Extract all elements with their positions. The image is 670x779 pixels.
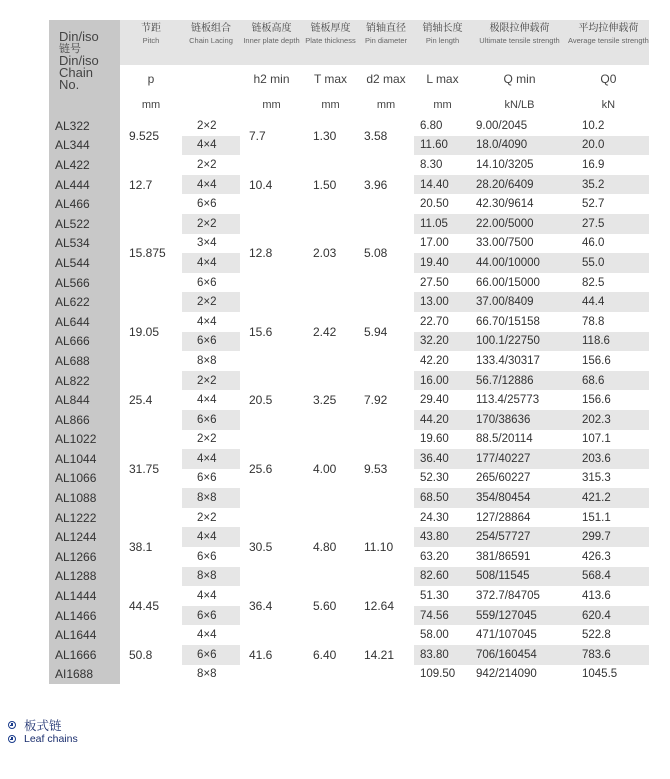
lacing-value: 4×4 — [182, 253, 240, 273]
lacing-value: 2×2 — [182, 214, 240, 234]
pin-length-value: 20.50 — [420, 198, 449, 211]
pin-length-value: 8.30 — [420, 158, 443, 171]
plate-thickness-value: 2.42 — [303, 292, 358, 370]
col-header-zh: 销轴直径 — [366, 23, 406, 34]
pin-diameter-value: 9.53 — [358, 430, 414, 508]
pin-length-value: 22.70 — [420, 315, 449, 328]
pin-length-value: 109.50 — [420, 668, 456, 681]
table-row — [49, 586, 649, 606]
ultimate-strength-value: 100.1/22750 — [471, 332, 568, 352]
chain-model: AL444 — [49, 175, 120, 195]
chain-model: AI1688 — [49, 665, 120, 685]
col-symbol-h2: h2 min — [253, 72, 290, 86]
col-header-lacing — [182, 20, 240, 65]
col-unit-T: mm — [321, 98, 340, 111]
chain-model: AL344 — [49, 136, 120, 156]
pin-length-value: 27.50 — [420, 276, 449, 289]
plus-circle-icon — [8, 721, 16, 729]
col-unit-h2: mm — [262, 98, 281, 111]
average-strength-value: 202.3 — [568, 410, 649, 430]
lacing-value: 4×4 — [182, 527, 240, 547]
ultimate-strength-value: 133.4/30317 — [476, 354, 540, 367]
average-strength-value: 156.6 — [582, 354, 611, 367]
plus-circle-icon — [8, 735, 16, 743]
average-strength-value: 52.7 — [582, 198, 605, 211]
average-strength-value: 620.4 — [568, 606, 649, 626]
lacing-value: 4×4 — [182, 136, 240, 156]
average-strength-value: 299.7 — [568, 527, 649, 547]
leaf-chain-spec-table — [49, 20, 649, 684]
plate-thickness-value: 4.80 — [303, 508, 358, 586]
ultimate-strength-value: 354/80454 — [471, 488, 568, 508]
ultimate-strength-value: 127/28864 — [476, 511, 531, 524]
chain-model: AL1444 — [49, 586, 120, 606]
ultimate-strength-value: 66.70/15158 — [476, 315, 540, 328]
lacing-value: 2×2 — [197, 433, 217, 446]
chain-model: AL1666 — [49, 645, 120, 665]
chain-model: AL1244 — [49, 527, 120, 547]
table-row — [49, 508, 649, 528]
col-header-zh: 链板高度 — [251, 23, 292, 34]
plate-depth-value: 20.5 — [240, 371, 303, 430]
pin-diameter-value: 3.58 — [358, 116, 414, 155]
pin-length-value: 44.20 — [414, 410, 471, 430]
pin-length-value: 51.30 — [420, 590, 449, 603]
pin-length-value: 32.20 — [414, 332, 471, 352]
col-unit-Q0: kN — [601, 98, 616, 111]
chain-model: AL466 — [49, 194, 120, 214]
average-strength-value: 35.2 — [568, 175, 649, 195]
col-header-zh: 链板组合 — [191, 23, 231, 34]
chain-model: AL522 — [49, 214, 120, 234]
average-strength-value: 522.8 — [582, 629, 611, 642]
average-strength-value: 82.5 — [582, 276, 605, 289]
average-strength-value: 1045.5 — [582, 668, 618, 681]
average-strength-value: 20.0 — [568, 136, 649, 156]
average-strength-value: 27.5 — [568, 214, 649, 234]
table-row — [49, 214, 649, 234]
average-strength-value: 426.3 — [582, 550, 611, 563]
chain-model: AL1022 — [49, 430, 120, 450]
col-unit-pitch: mm — [141, 98, 161, 111]
plate-depth-value: 30.5 — [240, 508, 303, 586]
lacing-value: 6×6 — [182, 645, 240, 665]
col-symbol-d2: d2 max — [366, 72, 406, 86]
table-row — [49, 371, 649, 391]
lacing-value: 6×6 — [182, 410, 240, 430]
col-unit-Q: kN/LB — [504, 98, 535, 111]
lacing-value: 8×8 — [197, 354, 217, 367]
lacing-value: 6×6 — [197, 472, 217, 485]
pin-length-value: 74.56 — [414, 606, 471, 626]
col-header-zh: 链板厚度 — [310, 23, 351, 34]
plate-depth-value: 7.7 — [240, 116, 303, 155]
pitch-value: 44.45 — [120, 586, 182, 625]
pin-length-value: 13.00 — [414, 292, 471, 312]
pin-length-value: 24.30 — [420, 511, 449, 524]
average-strength-value: 107.1 — [582, 433, 611, 446]
plate-thickness-value: 1.30 — [303, 116, 358, 155]
ultimate-strength-value: 56.7/12886 — [471, 371, 568, 391]
col-symbol-pitch: p — [147, 72, 155, 86]
header-chain-no-zh: 链号 — [59, 43, 81, 55]
header-no: No. — [59, 77, 80, 92]
lacing-value: 3×4 — [197, 237, 217, 250]
ultimate-strength-value: 66.00/15000 — [476, 276, 540, 289]
col-header-en: Pin length — [425, 36, 460, 45]
ultimate-strength-value: 177/40227 — [471, 449, 568, 469]
col-symbol-L: L max — [426, 72, 459, 86]
pin-diameter-value: 5.08 — [358, 214, 414, 292]
col-unit-d2: mm — [376, 98, 396, 111]
pin-length-value: 42.20 — [420, 354, 449, 367]
ultimate-strength-value: 170/38636 — [471, 410, 568, 430]
ultimate-strength-value: 559/127045 — [471, 606, 568, 626]
plate-depth-value: 15.6 — [240, 292, 303, 370]
ultimate-strength-value: 265/60227 — [476, 472, 531, 485]
lacing-value: 6×6 — [197, 550, 217, 563]
chain-model: AL1088 — [49, 488, 120, 508]
chain-model: AL1288 — [49, 567, 120, 587]
pin-length-value: 14.40 — [414, 175, 471, 195]
pin-length-value: 52.30 — [420, 472, 449, 485]
plate-thickness-value: 3.25 — [303, 371, 358, 430]
lacing-value: 4×4 — [197, 629, 217, 642]
lacing-value: 4×4 — [197, 590, 217, 603]
plate-depth-value: 12.8 — [240, 214, 303, 292]
pitch-value: 9.525 — [120, 116, 182, 155]
pitch-value: 15.875 — [120, 214, 182, 292]
pitch-value: 19.05 — [120, 292, 182, 370]
col-symbol-Q: Q min — [503, 72, 536, 86]
plate-depth-value: 36.4 — [240, 586, 303, 625]
lacing-value: 4×4 — [182, 175, 240, 195]
lacing-value: 4×4 — [182, 449, 240, 469]
header-chain: Chain — [59, 65, 93, 80]
average-strength-value: 118.6 — [568, 332, 649, 352]
pin-length-value: 11.60 — [414, 136, 471, 156]
lacing-value: 8×8 — [182, 567, 240, 587]
pin-length-value: 6.80 — [420, 119, 443, 132]
ultimate-strength-value: 44.00/10000 — [471, 253, 568, 273]
header-din-iso-2: Din/iso — [59, 53, 99, 68]
average-strength-value: 16.9 — [582, 158, 605, 171]
chain-model: AL322 — [49, 116, 120, 136]
chain-model: AL534 — [49, 234, 120, 254]
ultimate-strength-value: 706/160454 — [471, 645, 568, 665]
chain-model: AL1222 — [49, 508, 120, 528]
footer-en — [8, 733, 78, 745]
col-symbol-Q0: Q0 — [600, 72, 617, 86]
lacing-value: 6×6 — [182, 332, 240, 352]
model-column-header — [49, 20, 120, 116]
ultimate-strength-value: 113.4/25773 — [476, 394, 540, 407]
pitch-value: 12.7 — [120, 155, 182, 214]
chain-model: AL1644 — [49, 625, 120, 645]
pin-diameter-value: 14.21 — [358, 625, 414, 684]
ultimate-strength-value: 942/214090 — [476, 668, 537, 681]
ultimate-strength-value: 22.00/5000 — [471, 214, 568, 234]
col-header-Q — [471, 20, 568, 65]
plate-depth-value: 25.6 — [240, 430, 303, 508]
pitch-value: 25.4 — [120, 371, 182, 430]
col-header-en: Average tensile strength — [568, 36, 649, 45]
col-header-zh: 销轴长度 — [422, 23, 463, 34]
pin-length-value: 19.60 — [420, 433, 449, 446]
pin-length-value: 29.40 — [420, 394, 449, 407]
col-header-pitch — [120, 20, 182, 65]
plate-thickness-value: 5.60 — [303, 586, 358, 625]
pin-length-value: 68.50 — [414, 488, 471, 508]
plate-depth-value: 10.4 — [240, 155, 303, 214]
plate-thickness-value: 4.00 — [303, 430, 358, 508]
col-symbol-lacing — [182, 65, 240, 93]
col-header-d2 — [358, 20, 414, 65]
pin-diameter-value: 12.64 — [358, 586, 414, 625]
pin-length-value: 19.40 — [414, 253, 471, 273]
ultimate-strength-value: 42.30/9614 — [476, 198, 534, 211]
chain-model: AL644 — [49, 312, 120, 332]
col-header-en: Pin diameter — [364, 36, 408, 45]
table-row — [49, 155, 649, 175]
average-strength-value: 156.6 — [582, 394, 611, 407]
average-strength-value: 78.8 — [582, 315, 605, 328]
chain-model: AL844 — [49, 390, 120, 410]
lacing-value: 4×4 — [197, 315, 217, 328]
ultimate-strength-value: 381/86591 — [476, 550, 531, 563]
table-row — [49, 625, 649, 645]
average-strength-value: 68.6 — [568, 371, 649, 391]
average-strength-value: 315.3 — [582, 472, 611, 485]
ultimate-strength-value: 9.00/2045 — [476, 119, 528, 132]
ultimate-strength-value: 254/57727 — [471, 527, 568, 547]
header-din-iso: Din/iso — [59, 29, 99, 44]
lacing-value: 8×8 — [197, 668, 217, 681]
lacing-value: 2×2 — [182, 371, 240, 391]
col-header-en: Plate thickness — [305, 36, 356, 45]
chain-model: AL1066 — [49, 469, 120, 489]
col-header-en: Pitch — [142, 36, 160, 45]
col-header-en: Ultimate tensile strength — [479, 36, 560, 45]
pin-length-value: 82.60 — [414, 567, 471, 587]
col-header-zh: 平均拉伸载荷 — [578, 23, 639, 34]
pitch-value: 38.1 — [120, 508, 182, 586]
average-strength-value: 55.0 — [568, 253, 649, 273]
ultimate-strength-value: 18.0/4090 — [471, 136, 568, 156]
pin-length-value: 43.80 — [414, 527, 471, 547]
pin-length-value: 36.40 — [414, 449, 471, 469]
plate-depth-value: 41.6 — [240, 625, 303, 684]
col-header-h2 — [240, 20, 303, 65]
lacing-value: 6×6 — [197, 198, 217, 211]
average-strength-value: 568.4 — [568, 567, 649, 587]
chain-model: AL1044 — [49, 449, 120, 469]
average-strength-value: 413.6 — [582, 590, 611, 603]
chain-model: AL566 — [49, 273, 120, 293]
col-header-en: Inner plate depth — [243, 36, 300, 45]
table-row — [49, 116, 649, 136]
table-row — [49, 430, 649, 450]
pin-diameter-value: 11.10 — [358, 508, 414, 586]
lacing-value: 4×4 — [197, 394, 217, 407]
chain-model: AL866 — [49, 410, 120, 430]
lacing-value: 8×8 — [182, 488, 240, 508]
lacing-value: 2×2 — [197, 119, 217, 132]
ultimate-strength-value: 28.20/6409 — [471, 175, 568, 195]
average-strength-value: 10.2 — [582, 119, 605, 132]
ultimate-strength-value: 471/107045 — [476, 629, 537, 642]
ultimate-strength-value: 14.10/3205 — [476, 158, 534, 171]
plate-thickness-value: 6.40 — [303, 625, 358, 684]
pin-length-value: 17.00 — [420, 237, 449, 250]
footer-en-label: Leaf chains — [24, 733, 78, 745]
pin-length-value: 63.20 — [420, 550, 449, 563]
chain-model: AL622 — [49, 292, 120, 312]
col-header-en: Chain Lacing — [189, 36, 233, 45]
pitch-value: 31.75 — [120, 430, 182, 508]
average-strength-value: 203.6 — [568, 449, 649, 469]
pitch-value: 50.8 — [120, 625, 182, 684]
chain-model: AL666 — [49, 332, 120, 352]
lacing-value: 6×6 — [182, 606, 240, 626]
chain-model: AL544 — [49, 253, 120, 273]
chain-model: AL688 — [49, 351, 120, 371]
col-unit-L: mm — [433, 98, 452, 111]
average-strength-value: 46.0 — [582, 237, 605, 250]
average-strength-value: 783.6 — [568, 645, 649, 665]
col-symbol-T: T max — [313, 72, 348, 86]
pin-diameter-value: 3.96 — [358, 155, 414, 214]
average-strength-value: 151.1 — [582, 511, 611, 524]
ultimate-strength-value: 372.7/84705 — [476, 590, 540, 603]
ultimate-strength-value: 37.00/8409 — [471, 292, 568, 312]
col-unit-lacing — [182, 93, 240, 116]
plate-thickness-value: 2.03 — [303, 214, 358, 292]
pin-length-value: 16.00 — [414, 371, 471, 391]
col-header-zh: 节距 — [141, 23, 161, 34]
average-strength-value: 44.4 — [568, 292, 649, 312]
chain-model: AL1266 — [49, 547, 120, 567]
pin-length-value: 11.05 — [414, 214, 471, 234]
footer-zh — [8, 716, 62, 734]
chain-model: AL422 — [49, 155, 120, 175]
col-header-T — [303, 20, 358, 65]
col-header-zh: 极限拉伸载荷 — [489, 23, 550, 34]
lacing-value: 2×2 — [182, 292, 240, 312]
lacing-value: 2×2 — [197, 158, 217, 171]
col-header-L — [414, 20, 471, 65]
pin-diameter-value: 7.92 — [358, 371, 414, 430]
pin-length-value: 58.00 — [420, 629, 449, 642]
average-strength-value: 421.2 — [568, 488, 649, 508]
ultimate-strength-value: 33.00/7500 — [476, 237, 534, 250]
table-row — [49, 292, 649, 312]
plate-thickness-value: 1.50 — [303, 155, 358, 214]
lacing-value: 2×2 — [197, 511, 217, 524]
ultimate-strength-value: 508/11545 — [471, 567, 568, 587]
chain-model: AL822 — [49, 371, 120, 391]
chain-model: AL1466 — [49, 606, 120, 626]
col-header-Q0 — [568, 20, 649, 65]
footer-zh-label: 板式链 — [24, 719, 62, 733]
lacing-value: 6×6 — [197, 276, 217, 289]
ultimate-strength-value: 88.5/20114 — [476, 433, 533, 446]
pin-diameter-value: 5.94 — [358, 292, 414, 370]
pin-length-value: 83.80 — [414, 645, 471, 665]
